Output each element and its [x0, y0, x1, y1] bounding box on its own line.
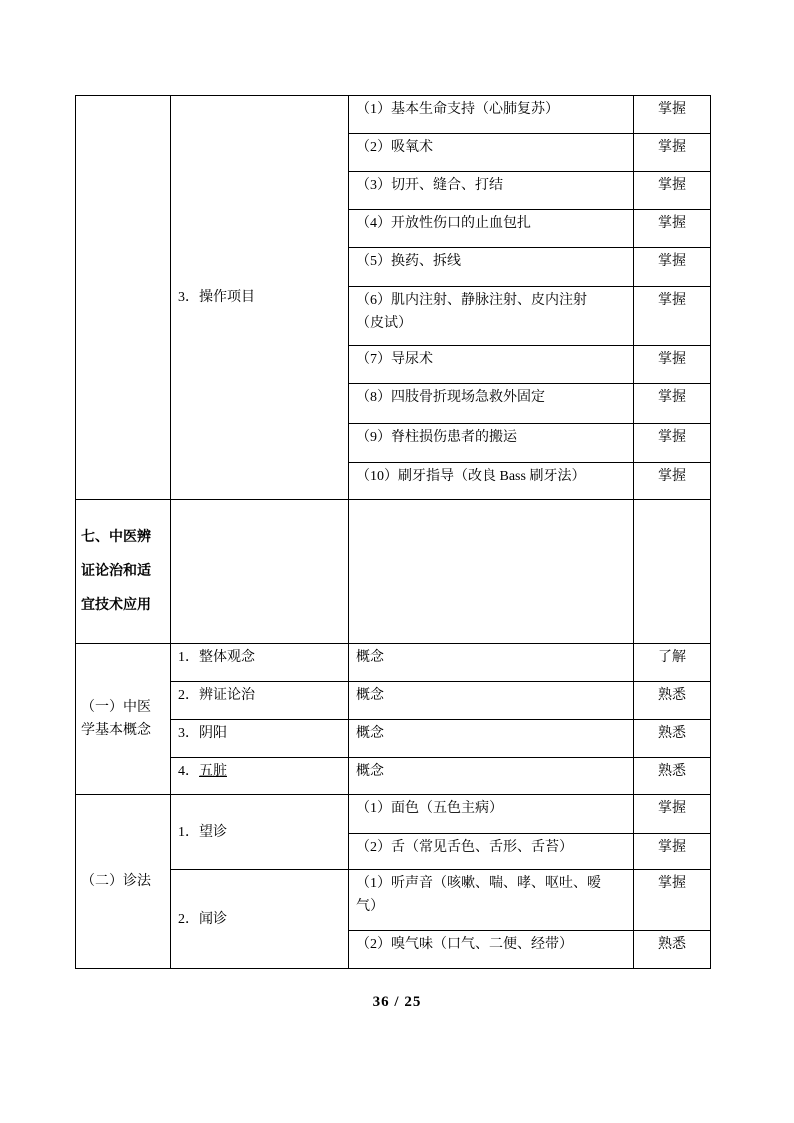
- cell-level: 掌握: [634, 346, 711, 384]
- cell-detail: （1）基本生命支持（心肺复苏）: [349, 96, 634, 134]
- cell-item: 1．整体观念: [171, 644, 349, 682]
- cell-detail: （1）面色（五色主病）: [349, 795, 634, 834]
- cell-level: 掌握: [634, 424, 711, 463]
- cell-item-listening: 2．闻诊: [171, 870, 349, 969]
- cell-level: 掌握: [634, 287, 711, 346]
- cell-level: 掌握: [634, 172, 711, 210]
- cell-item: 3．阴阳: [171, 720, 349, 758]
- cell-level: 掌握: [634, 870, 711, 931]
- table-row: [76, 96, 711, 134]
- cell-level: 掌握: [634, 795, 711, 834]
- page-number: 36 / 25: [372, 994, 422, 1010]
- cell-unit-empty: [76, 96, 171, 500]
- cell-detail: （10）刷牙指导（改良 Bass 刷牙法）: [349, 463, 634, 500]
- table-row: [76, 720, 711, 758]
- cell-item-operation: [171, 96, 349, 500]
- table-row: [76, 682, 711, 720]
- cell-level: 熟悉: [634, 758, 711, 795]
- section-title-line: 证论治和适: [81, 563, 151, 579]
- cell-detail: （7）导尿术: [349, 346, 634, 384]
- cell-unit-diagnosis: [76, 795, 171, 969]
- cell-unit-tcm-header: [76, 500, 171, 644]
- cell-level: 掌握: [634, 463, 711, 500]
- cell-detail: （2）嗅气味（口气、二便、经带）: [349, 931, 634, 969]
- cell-detail: （8）四肢骨折现场急救外固定: [349, 384, 634, 424]
- cell-detail: （4）开放性伤口的止血包扎: [349, 210, 634, 248]
- cell-detail: 概念: [349, 758, 634, 795]
- category-label: （二）诊法: [81, 874, 151, 889]
- cell-empty: [349, 500, 634, 644]
- cell-detail: （6）肌内注射、静脉注射、皮内注射 （皮试）: [349, 287, 634, 346]
- item-underlined-text: 五脏: [199, 764, 227, 779]
- item-label: 3．操作项目: [178, 290, 255, 305]
- cell-detail: 概念: [349, 720, 634, 758]
- cell-level: 熟悉: [634, 720, 711, 758]
- cell-empty: [634, 500, 711, 644]
- cell-detail: （3）切开、缝合、打结: [349, 172, 634, 210]
- cell-empty: [171, 500, 349, 644]
- table-row-section-header: [76, 500, 711, 644]
- cell-level: 熟悉: [634, 682, 711, 720]
- cell-detail: 概念: [349, 682, 634, 720]
- table-row: [76, 644, 711, 682]
- cell-level: 掌握: [634, 134, 711, 172]
- table-row: [76, 870, 711, 931]
- cell-unit-basic-concepts: [76, 644, 171, 795]
- cell-level: 掌握: [634, 210, 711, 248]
- cell-level: 熟悉: [634, 931, 711, 969]
- cell-level: 了解: [634, 644, 711, 682]
- section-title-line: 七、中医辨: [81, 529, 151, 545]
- cell-level: 掌握: [634, 834, 711, 870]
- cell-level: 掌握: [634, 96, 711, 134]
- item-number: 4．: [178, 764, 199, 779]
- cell-detail: （5）换药、拆线: [349, 248, 634, 287]
- cell-detail: （9）脊柱损伤患者的搬运: [349, 424, 634, 463]
- cell-detail: （1）听声音（咳嗽、喘、哮、呕吐、嗳 气）: [349, 870, 634, 931]
- syllabus-table: [75, 95, 711, 969]
- category-label-line: （一）中医: [81, 700, 151, 715]
- cell-item-inspection: 1．望诊: [171, 795, 349, 870]
- table-row: [76, 758, 711, 795]
- category-label-line: 学基本概念: [81, 723, 151, 738]
- cell-detail: 概念: [349, 644, 634, 682]
- cell-detail: （2）吸氧术: [349, 134, 634, 172]
- table-row: [76, 795, 711, 834]
- cell-item: 2．辨证论治: [171, 682, 349, 720]
- cell-level: 掌握: [634, 384, 711, 424]
- cell-item: [171, 758, 349, 795]
- cell-level: 掌握: [634, 248, 711, 287]
- section-title-line: 宜技术应用: [81, 597, 151, 613]
- cell-detail: （2）舌（常见舌色、舌形、舌苔）: [349, 834, 634, 870]
